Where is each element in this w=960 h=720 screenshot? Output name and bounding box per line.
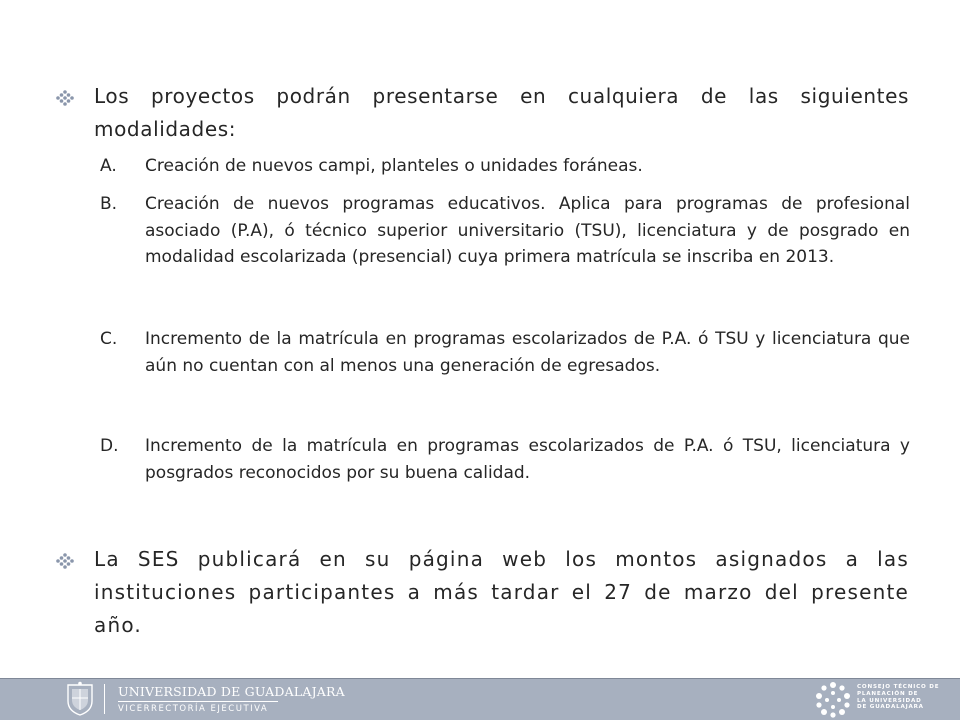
item-text: Creación de nuevos campi, planteles o unidades foráneas.	[145, 156, 643, 176]
item-letter: C.	[100, 329, 118, 349]
office-name: VICERRECTORÍA EJECUTIVA	[118, 704, 269, 714]
bullet-item-publicacion	[54, 543, 909, 642]
bullet-text: La SES publicará en su página web los montos asignados a las instituciones participantes a más tardar el 27 de marzo del presente año.	[94, 547, 909, 637]
council-line: CONSEJO TÉCNICO DE	[857, 684, 940, 690]
modalidad-item-a	[100, 153, 910, 180]
item-text: Incremento de la matrícula en programas escolarizados de P.A. ó TSU, licenciatura y posgrados reconocidos por su buena calidad.	[145, 436, 910, 483]
council-name	[857, 684, 939, 711]
item-text: Incremento de la matrícula en programas escolarizados de P.A. ó TSU y licenciatura que aún no cuentan con al menos una generación de egresados.	[145, 329, 910, 376]
dotted-diamond-bullet-icon	[54, 553, 76, 569]
university-name: UNIVERSIDAD DE GUADALAJARA	[118, 684, 345, 699]
modalidad-item-b	[100, 191, 910, 271]
footer-divider	[104, 684, 105, 714]
item-text: Creación de nuevos programas educativos. Aplica para programas de profesional asociado (P.A), ó técnico superior universitario (TSU), licenciatura y de posgrado en modalidad escolarizada (presencial) cuya primera matrícula se inscriba en 2013.	[145, 194, 910, 267]
item-letter: D.	[100, 436, 119, 456]
dotted-diamond-bullet-icon	[54, 90, 76, 106]
modalidad-item-c	[100, 326, 910, 379]
footer-band	[0, 678, 960, 720]
item-letter: B.	[100, 194, 118, 214]
council-line: LA UNIVERSIDAD	[857, 697, 922, 704]
university-rule	[118, 701, 278, 702]
item-letter: A.	[100, 156, 117, 176]
dot-ring-logo-icon	[813, 681, 853, 719]
modalidad-item-d	[100, 433, 910, 486]
bullet-text: Los proyectos podrán presentarse en cualquiera de las siguientes modalidades:	[94, 84, 909, 141]
university-seal-icon	[62, 681, 98, 717]
footer-top-line	[0, 678, 960, 679]
council-line: PLANEACIÓN DE	[857, 690, 919, 697]
bullet-item-modalidades	[54, 80, 909, 146]
council-line: DE GUADALAJARA	[857, 704, 924, 711]
